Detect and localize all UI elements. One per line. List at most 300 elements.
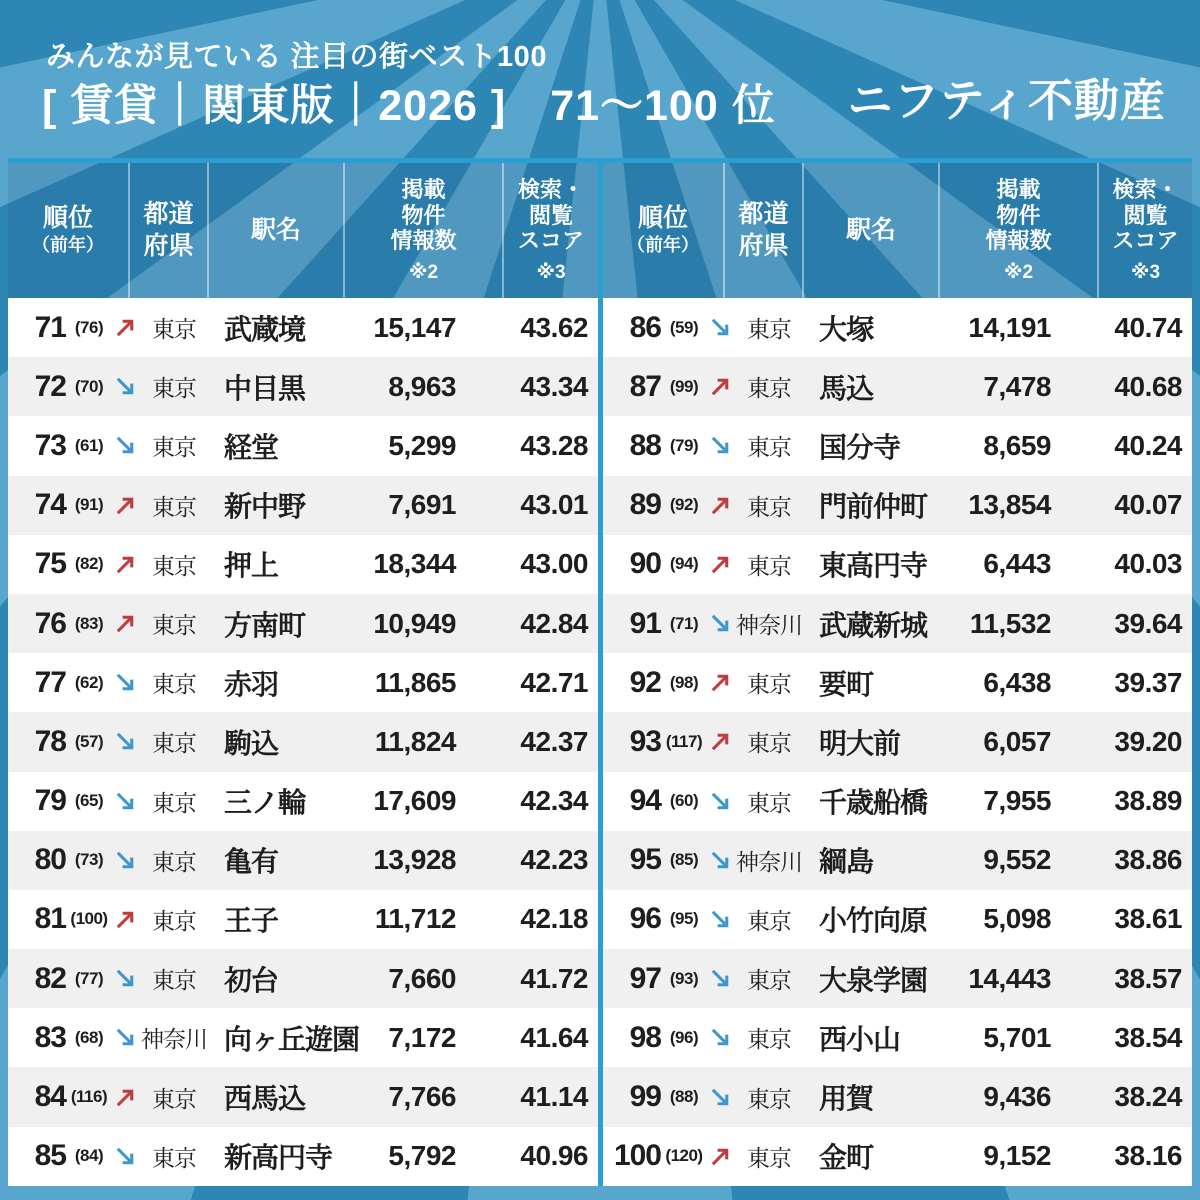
- station-name: 初台: [224, 964, 279, 996]
- trend-cell: [113, 1025, 138, 1050]
- trend-cell: [708, 493, 733, 518]
- page-subtitle: みんなが見ている 注目の街ベスト100: [46, 41, 547, 73]
- table-row: [603, 653, 1192, 712]
- prefecture: 東京: [152, 612, 196, 639]
- trend-cell: [113, 611, 138, 636]
- rank-value: 77: [34, 665, 66, 699]
- rank-cell: [8, 370, 138, 404]
- station-name: 明大前: [819, 727, 901, 759]
- table-row: [603, 416, 1192, 475]
- listings-count: 9,436: [983, 1081, 1051, 1113]
- trend-down-icon: [708, 433, 733, 458]
- prefecture-header-line2: 府県: [143, 231, 194, 260]
- rank-value: 71: [34, 310, 66, 344]
- listings-count: 6,057: [983, 725, 1051, 757]
- score-value: 40.03: [1114, 548, 1182, 580]
- table-row: [603, 594, 1192, 653]
- station-name: 赤羽: [224, 668, 279, 700]
- brand-logo: ニフティ不動産: [847, 75, 1166, 126]
- table-row: [8, 890, 598, 949]
- rank-cell: [603, 666, 733, 700]
- score-value: 42.23: [520, 844, 588, 876]
- listings-header-line2: 物件: [401, 202, 446, 228]
- trend-cell: [113, 493, 138, 518]
- column-header-prefecture: [723, 163, 802, 298]
- rank-cell: [8, 725, 138, 759]
- score-value: 40.24: [1114, 429, 1182, 461]
- station-name: 亀有: [224, 846, 279, 878]
- trend-cell: [708, 729, 733, 754]
- prev-rank: (59): [669, 317, 699, 337]
- trend-down-icon: [708, 789, 733, 814]
- rank-value: 79: [34, 784, 66, 818]
- trend-up-icon: [113, 1085, 138, 1110]
- trend-down-icon: [113, 1025, 138, 1050]
- table-row: [8, 772, 598, 831]
- trend-down-icon: [708, 1085, 733, 1110]
- prefecture: 東京: [152, 907, 196, 934]
- score-value: 40.74: [1114, 311, 1182, 343]
- score-value: 42.37: [520, 725, 588, 757]
- listings-count: 7,766: [388, 1081, 456, 1113]
- station-name: 経堂: [224, 431, 279, 463]
- column-header-rank: [8, 163, 128, 298]
- prev-rank: (68): [74, 1027, 104, 1047]
- ranking-tables: [8, 158, 1192, 1186]
- prefecture: 神奈川: [736, 848, 802, 875]
- table-row: [8, 653, 598, 712]
- prefecture: 東京: [747, 907, 791, 934]
- rank-header-sublabel: （前年）: [627, 235, 699, 256]
- trend-up-icon: [708, 670, 733, 695]
- column-header-station: [207, 163, 343, 298]
- prev-rank: (85): [669, 850, 699, 870]
- trend-up-icon: [113, 315, 138, 340]
- listings-count: 7,478: [983, 370, 1051, 402]
- table-row: [8, 298, 598, 357]
- rank-cell: [603, 843, 733, 877]
- table-row: [603, 1008, 1192, 1067]
- trend-cell: [708, 789, 733, 814]
- rank-cell: [603, 429, 733, 463]
- prefecture: 東京: [747, 789, 791, 816]
- trend-cell: [113, 315, 138, 340]
- rank-cell: [603, 311, 733, 345]
- table-row: [603, 831, 1192, 890]
- prefecture: 東京: [152, 1085, 196, 1112]
- trend-up-icon: [113, 552, 138, 577]
- prefecture: 東京: [747, 1085, 791, 1112]
- prev-rank: (57): [74, 731, 104, 751]
- prefecture: 東京: [747, 316, 791, 343]
- prev-rank: (96): [669, 1027, 699, 1047]
- rank-value: 87: [629, 369, 661, 403]
- rank-value: 97: [629, 961, 661, 995]
- score-value: 40.07: [1114, 489, 1182, 521]
- prev-rank: (60): [669, 791, 699, 811]
- prev-rank: (65): [74, 791, 104, 811]
- rank-value: 95: [629, 843, 661, 877]
- trend-up-icon: [708, 729, 733, 754]
- rank-value: 74: [34, 488, 66, 522]
- rank-value: 92: [629, 665, 661, 699]
- listings-header-line3: 情報数: [985, 228, 1052, 254]
- prev-rank: (99): [669, 376, 699, 396]
- listings-header-note: ※2: [1003, 262, 1034, 284]
- score-value: 39.64: [1114, 607, 1182, 639]
- prefecture: 東京: [152, 434, 196, 461]
- prev-rank: (76): [74, 317, 104, 337]
- trend-cell: [708, 1025, 733, 1050]
- prefecture: 東京: [747, 967, 791, 994]
- trend-cell: [708, 966, 733, 991]
- trend-down-icon: [113, 789, 138, 814]
- prev-rank: (91): [74, 495, 104, 515]
- prev-rank: (77): [74, 968, 104, 988]
- column-header-rank: [603, 163, 723, 298]
- prev-rank: (94): [669, 554, 699, 574]
- station-name: 中目黒: [224, 372, 306, 404]
- score-value: 40.68: [1114, 370, 1182, 402]
- listings-count: 18,344: [373, 548, 456, 580]
- column-header-prefecture: [128, 163, 207, 298]
- prev-rank: (73): [74, 850, 104, 870]
- prev-rank: (88): [669, 1087, 699, 1107]
- trend-up-icon: [708, 1144, 733, 1169]
- station-name: 要町: [819, 668, 874, 700]
- rank-cell: [8, 902, 138, 936]
- prefecture: 東京: [152, 552, 196, 579]
- score-header-line3: スコア: [517, 228, 584, 254]
- prev-rank: (92): [669, 495, 699, 515]
- station-name: 大泉学園: [819, 964, 928, 996]
- score-value: 38.57: [1114, 962, 1182, 994]
- trend-up-icon: [708, 552, 733, 577]
- listings-count: 8,659: [983, 429, 1051, 461]
- prefecture: 東京: [152, 671, 196, 698]
- rank-value: 100: [613, 1139, 661, 1173]
- prefecture-header-line2: 府県: [738, 231, 789, 260]
- listings-count: 11,532: [969, 607, 1051, 639]
- prev-rank: (95): [669, 909, 699, 929]
- rank-cell: [603, 902, 733, 936]
- listings-header-note: ※2: [408, 262, 439, 284]
- prefecture: 東京: [152, 493, 196, 520]
- trend-cell: [113, 848, 138, 873]
- prev-rank: (84): [74, 1146, 104, 1166]
- station-name: 武蔵新城: [819, 609, 928, 641]
- table-row: [603, 890, 1192, 949]
- listings-count: 9,552: [983, 844, 1051, 876]
- prev-rank: (100): [70, 909, 108, 929]
- rank-cell: [603, 725, 733, 759]
- trend-cell: [708, 848, 733, 873]
- prev-rank: (61): [74, 435, 104, 455]
- column-header-score: [502, 163, 598, 298]
- rank-value: 76: [34, 606, 66, 640]
- table-body-left: [8, 298, 598, 1186]
- listings-count: 6,438: [983, 666, 1051, 698]
- table-row: [8, 594, 598, 653]
- rank-cell: [8, 666, 138, 700]
- trend-down-icon: [113, 670, 138, 695]
- rank-value: 94: [629, 784, 661, 818]
- prefecture: 東京: [152, 967, 196, 994]
- rank-cell: [603, 1080, 733, 1114]
- trend-down-icon: [708, 848, 733, 873]
- prefecture: 東京: [747, 1144, 791, 1171]
- rank-value: 80: [34, 843, 66, 877]
- listings-count: 17,609: [373, 785, 456, 817]
- score-header-note: ※3: [1130, 262, 1161, 284]
- rank-value: 78: [34, 724, 66, 758]
- rank-value: 83: [34, 1020, 66, 1054]
- rank-value: 82: [34, 961, 66, 995]
- column-header-score: [1097, 163, 1192, 298]
- listings-count: 7,172: [388, 1021, 456, 1053]
- rank-cell: [8, 1139, 138, 1173]
- prefecture: 東京: [152, 1144, 196, 1171]
- score-value: 42.71: [520, 666, 588, 698]
- rank-value: 90: [629, 547, 661, 581]
- prev-rank: (83): [74, 613, 104, 633]
- prev-rank: (82): [74, 554, 104, 574]
- rank-header-label: 順位: [637, 204, 688, 233]
- score-value: 41.64: [520, 1021, 588, 1053]
- prev-rank: (79): [669, 435, 699, 455]
- station-name: 駒込: [224, 727, 279, 759]
- rank-cell: [8, 962, 138, 996]
- table-row: [603, 476, 1192, 535]
- rank-value: 86: [629, 310, 661, 344]
- station-header-label: 駅名: [250, 215, 301, 244]
- station-header-label: 駅名: [845, 215, 896, 244]
- station-name: 三ノ輪: [224, 787, 306, 819]
- prev-rank: (117): [665, 731, 703, 751]
- rank-value: 91: [629, 606, 661, 640]
- station-name: 国分寺: [819, 431, 901, 463]
- table-row: [8, 476, 598, 535]
- prev-rank: (98): [669, 672, 699, 692]
- rank-cell: [8, 784, 138, 818]
- rank-cell: [8, 1021, 138, 1055]
- station-name: 千歳船橋: [819, 787, 928, 819]
- ranking-table-right: [603, 158, 1192, 1186]
- table-row: [603, 357, 1192, 416]
- station-name: 小竹向原: [819, 905, 928, 937]
- listings-count: 11,865: [374, 666, 456, 698]
- score-value: 38.16: [1114, 1140, 1182, 1172]
- station-name: 大塚: [819, 313, 874, 345]
- listings-count: 5,792: [388, 1140, 456, 1172]
- prefecture: 東京: [747, 730, 791, 757]
- score-header-note: ※3: [536, 262, 566, 284]
- trend-down-icon: [708, 315, 733, 340]
- rank-cell: [603, 962, 733, 996]
- score-value: 38.86: [1114, 844, 1182, 876]
- rank-cell: [8, 311, 138, 345]
- score-value: 43.34: [520, 370, 588, 402]
- station-name: 新高円寺: [224, 1142, 333, 1174]
- rank-cell: [8, 429, 138, 463]
- prev-rank: (71): [669, 613, 699, 633]
- trend-cell: [113, 789, 138, 814]
- listings-count: 11,824: [374, 725, 456, 757]
- trend-cell: [113, 374, 138, 399]
- trend-cell: [708, 1144, 733, 1169]
- station-name: 門前仲町: [819, 491, 928, 523]
- rank-cell: [603, 1139, 733, 1173]
- trend-down-icon: [113, 848, 138, 873]
- rank-value: 96: [629, 902, 661, 936]
- listings-count: 13,854: [968, 489, 1051, 521]
- trend-cell: [708, 315, 733, 340]
- score-header-line1: 検索・: [517, 176, 584, 202]
- listings-count: 5,098: [983, 903, 1051, 935]
- score-value: 43.01: [520, 489, 588, 521]
- table-row: [603, 1127, 1192, 1186]
- column-header-listings: [343, 163, 502, 298]
- rank-cell: [603, 488, 733, 522]
- score-value: 38.54: [1114, 1021, 1182, 1053]
- rank-value: 72: [34, 369, 66, 403]
- listings-count: 7,955: [983, 785, 1051, 817]
- listings-count: 14,191: [968, 311, 1051, 343]
- table-row: [603, 772, 1192, 831]
- score-header-line1: 検索・: [1112, 176, 1179, 202]
- trend-cell: [708, 1085, 733, 1110]
- rank-cell: [8, 547, 138, 581]
- trend-up-icon: [708, 493, 733, 518]
- score-value: 38.24: [1114, 1081, 1182, 1113]
- prev-rank: (62): [74, 672, 104, 692]
- listings-count: 6,443: [983, 548, 1051, 580]
- prev-rank: (70): [74, 376, 104, 396]
- prev-rank: (116): [70, 1087, 108, 1107]
- score-value: 41.14: [520, 1081, 588, 1113]
- listings-count: 5,299: [388, 429, 456, 461]
- score-value: 39.37: [1114, 666, 1182, 698]
- rank-value: 81: [34, 902, 66, 936]
- score-value: 38.89: [1114, 785, 1182, 817]
- trend-cell: [708, 433, 733, 458]
- trend-down-icon: [113, 966, 138, 991]
- rank-value: 89: [629, 488, 661, 522]
- score-value: 43.28: [520, 429, 588, 461]
- prefecture: 東京: [152, 316, 196, 343]
- score-value: 39.20: [1114, 725, 1182, 757]
- score-value: 41.72: [520, 962, 588, 994]
- score-value: 43.00: [520, 548, 588, 580]
- prefecture: 東京: [747, 1026, 791, 1053]
- prev-rank: (120): [665, 1146, 703, 1166]
- prefecture: 東京: [747, 434, 791, 461]
- rank-header-sublabel: （前年）: [32, 235, 104, 256]
- station-name: 武蔵境: [224, 313, 306, 345]
- rank-cell: [603, 370, 733, 404]
- station-name: 西馬込: [224, 1083, 306, 1115]
- trend-cell: [708, 552, 733, 577]
- score-header-line2: 閲覧: [1123, 202, 1168, 228]
- trend-down-icon: [113, 433, 138, 458]
- trend-cell: [708, 611, 733, 636]
- rank-header-label: 順位: [42, 204, 93, 233]
- table-row: [8, 1067, 598, 1126]
- rank-value: 84: [34, 1080, 66, 1114]
- trend-down-icon: [708, 1025, 733, 1050]
- trend-cell: [113, 1085, 138, 1110]
- trend-cell: [113, 729, 138, 754]
- station-name: 王子: [224, 905, 279, 937]
- table-row: [603, 949, 1192, 1008]
- prefecture: 東京: [747, 671, 791, 698]
- rank-value: 85: [34, 1139, 66, 1173]
- trend-cell: [113, 433, 138, 458]
- ranking-table-left: [8, 158, 603, 1186]
- trend-up-icon: [113, 611, 138, 636]
- table-header: [8, 163, 598, 298]
- listings-count: 11,712: [374, 903, 456, 935]
- listings-header-line2: 物件: [996, 202, 1041, 228]
- table-row: [603, 535, 1192, 594]
- station-name: 馬込: [819, 372, 874, 404]
- station-name: 金町: [819, 1142, 874, 1174]
- listings-count: 14,443: [968, 962, 1051, 994]
- rank-cell: [8, 1080, 138, 1114]
- prefecture: 東京: [152, 730, 196, 757]
- listings-count: 7,660: [388, 962, 456, 994]
- listings-header-line1: 掲載: [401, 176, 446, 202]
- prefecture-header-line1: 都道: [143, 200, 194, 229]
- trend-down-icon: [113, 1144, 138, 1169]
- prefecture: 神奈川: [141, 1026, 207, 1053]
- trend-down-icon: [708, 611, 733, 636]
- trend-up-icon: [708, 374, 733, 399]
- listings-count: 13,928: [373, 844, 456, 876]
- trend-down-icon: [113, 374, 138, 399]
- score-header-line2: 閲覧: [528, 202, 573, 228]
- station-name: 西小山: [819, 1023, 901, 1055]
- rank-value: 99: [629, 1080, 661, 1114]
- table-row: [8, 1127, 598, 1186]
- prefecture-header-line1: 都道: [738, 200, 789, 229]
- prefecture: 東京: [152, 375, 196, 402]
- table-row: [8, 831, 598, 890]
- trend-cell: [113, 1144, 138, 1169]
- table-row: [603, 712, 1192, 771]
- prefecture: 東京: [152, 848, 196, 875]
- rank-value: 88: [629, 428, 661, 462]
- station-name: 押上: [224, 550, 279, 582]
- table-body-right: [603, 298, 1192, 1186]
- score-value: 38.61: [1114, 903, 1182, 935]
- rank-value: 93: [629, 724, 661, 758]
- listings-count: 5,701: [983, 1021, 1051, 1053]
- rank-cell: [603, 784, 733, 818]
- rank-cell: [8, 488, 138, 522]
- table-row: [603, 1067, 1192, 1126]
- trend-cell: [708, 670, 733, 695]
- station-name: 新中野: [224, 491, 306, 523]
- table-row: [8, 949, 598, 1008]
- prefecture: 神奈川: [736, 612, 802, 639]
- station-name: 綱島: [819, 846, 874, 878]
- rank-cell: [603, 1021, 733, 1055]
- station-name: 方南町: [224, 609, 306, 641]
- listings-count: 8,963: [388, 370, 456, 402]
- rank-cell: [603, 547, 733, 581]
- listings-count: 15,147: [373, 311, 456, 343]
